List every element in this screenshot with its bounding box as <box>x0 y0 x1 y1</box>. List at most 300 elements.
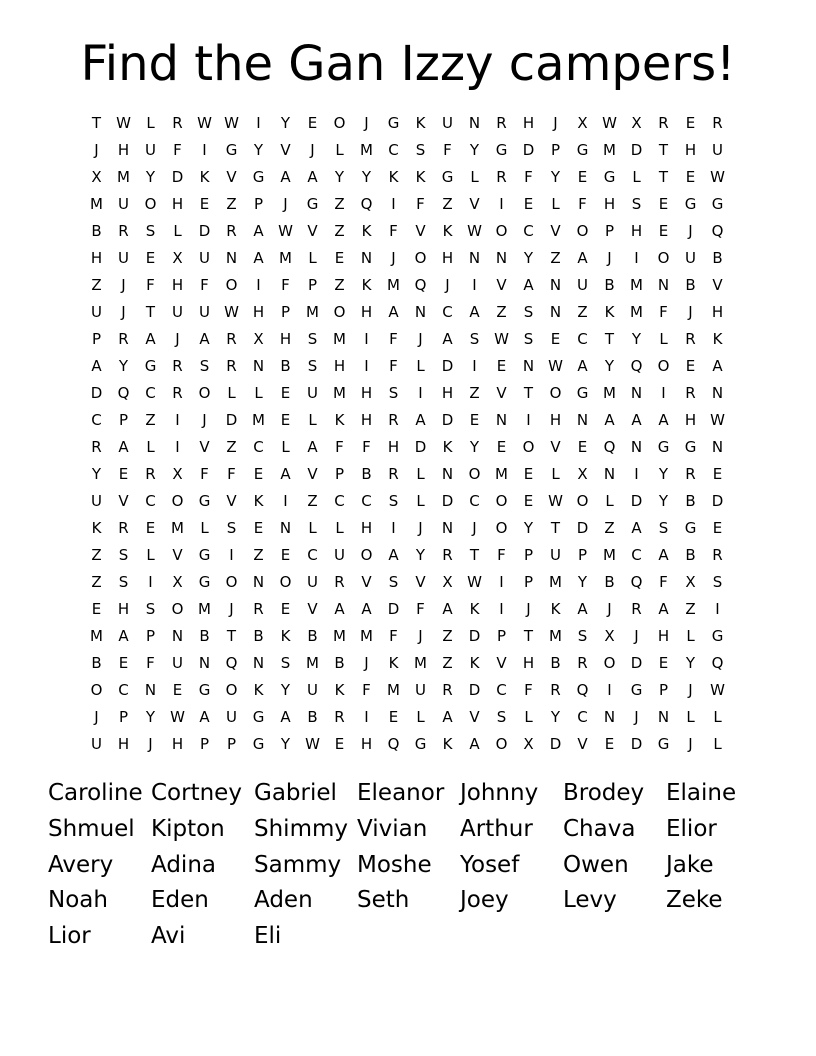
grid-letter: Z <box>334 222 345 240</box>
grid-letter: O <box>198 384 211 402</box>
grid-letter: H <box>171 276 184 294</box>
grid-letter: V <box>280 141 291 159</box>
grid-letter: E <box>604 735 615 753</box>
grid-letter: Z <box>442 654 453 672</box>
grid-letter: E <box>712 465 723 483</box>
grid-letter: L <box>713 735 722 753</box>
grid-letter: D <box>522 141 535 159</box>
grid-letter: L <box>416 465 425 483</box>
grid-letter: F <box>200 276 209 294</box>
grid-row <box>83 110 733 137</box>
grid-letter: N <box>279 519 292 537</box>
grid-letter: J <box>688 222 693 240</box>
grid-letter: S <box>496 708 507 726</box>
grid-letter: R <box>226 222 237 240</box>
grid-letter: E <box>334 735 345 753</box>
grid-letter: P <box>226 735 237 753</box>
grid-letter: A <box>577 249 588 267</box>
grid-letter: J <box>634 627 639 645</box>
grid-letter: U <box>307 681 318 699</box>
grid-letter: T <box>469 546 480 564</box>
grid-letter: H <box>603 195 616 213</box>
grid-letter: V <box>307 465 318 483</box>
grid-letter: B <box>685 276 696 294</box>
grid-letter: G <box>306 195 319 213</box>
grid-letter: A <box>388 546 399 564</box>
grid-letter: G <box>252 708 265 726</box>
grid-letter: R <box>226 330 237 348</box>
grid-letter: A <box>658 411 669 429</box>
grid-letter: S <box>388 384 399 402</box>
grid-letter: I <box>634 465 639 483</box>
grid-letter: O <box>468 465 481 483</box>
grid-letter: G <box>225 141 238 159</box>
grid-letter: F <box>389 330 398 348</box>
grid-letter: L <box>335 519 344 537</box>
grid-letter: A <box>118 438 129 456</box>
grid-letter: L <box>686 708 695 726</box>
grid-letter: K <box>334 411 345 429</box>
grid-letter: R <box>334 573 345 591</box>
grid-letter: O <box>576 222 589 240</box>
grid-letter: A <box>280 168 291 186</box>
grid-letter: U <box>442 114 453 132</box>
word-list-item: Elior <box>666 815 717 842</box>
grid-letter: V <box>361 573 372 591</box>
grid-letter: C <box>118 681 129 699</box>
grid-letter: M <box>360 141 373 159</box>
grid-letter: O <box>225 573 238 591</box>
grid-letter: P <box>307 276 318 294</box>
grid-letter: J <box>634 708 639 726</box>
grid-letter: I <box>256 114 261 132</box>
grid-letter: C <box>496 681 507 699</box>
grid-letter: Y <box>91 465 102 483</box>
grid-letter: E <box>280 384 291 402</box>
grid-letter: M <box>603 141 616 159</box>
grid-letter: O <box>90 681 103 699</box>
grid-letter: D <box>171 168 184 186</box>
grid-letter: H <box>171 735 184 753</box>
grid-letter: X <box>172 573 183 591</box>
grid-letter: P <box>523 573 534 591</box>
grid-letter: U <box>577 276 588 294</box>
grid-letter: C <box>469 492 480 510</box>
word-list-item: Owen <box>563 851 629 878</box>
grid-letter: Y <box>118 357 129 375</box>
grid-letter: T <box>91 114 102 132</box>
grid-letter: J <box>553 114 558 132</box>
word-list-item: Seth <box>357 887 410 914</box>
grid-row <box>83 461 733 488</box>
grid-letter: A <box>631 519 642 537</box>
grid-letter: U <box>91 492 102 510</box>
grid-letter: N <box>549 303 562 321</box>
grid-letter: D <box>711 492 724 510</box>
grid-letter: B <box>550 654 561 672</box>
grid-letter: Z <box>226 195 237 213</box>
word-list-item: Eli <box>254 923 282 950</box>
grid-letter: Z <box>604 519 615 537</box>
grid-letter: W <box>548 492 563 510</box>
grid-letter: M <box>387 681 400 699</box>
grid-letter: Y <box>145 708 156 726</box>
grid-letter: R <box>388 411 399 429</box>
grid-letter: W <box>278 222 293 240</box>
grid-letter: H <box>117 600 130 618</box>
grid-row <box>83 434 733 461</box>
grid-letter: I <box>499 573 504 591</box>
grid-letter: L <box>173 222 182 240</box>
grid-letter: K <box>91 519 102 537</box>
grid-letter: A <box>253 249 264 267</box>
grid-letter: I <box>283 492 288 510</box>
grid-letter: F <box>362 438 371 456</box>
grid-letter: Y <box>523 249 534 267</box>
grid-letter: P <box>658 681 669 699</box>
grid-letter: W <box>224 303 239 321</box>
grid-letter: S <box>415 141 426 159</box>
grid-letter: R <box>118 222 129 240</box>
grid-letter: N <box>711 438 724 456</box>
grid-letter: H <box>441 249 454 267</box>
grid-letter: A <box>307 168 318 186</box>
grid-letter: X <box>91 168 102 186</box>
grid-letter: X <box>172 249 183 267</box>
grid-letter: I <box>499 600 504 618</box>
grid-letter: V <box>415 222 426 240</box>
grid-letter: I <box>175 411 180 429</box>
grid-letter: Z <box>334 276 345 294</box>
grid-letter: G <box>603 168 616 186</box>
grid-letter: J <box>229 600 234 618</box>
word-list-item: Elaine <box>666 780 737 806</box>
grid-letter: X <box>577 114 588 132</box>
grid-letter: M <box>387 276 400 294</box>
grid-letter: J <box>94 141 99 159</box>
grid-letter: R <box>685 384 696 402</box>
grid-letter: B <box>91 654 102 672</box>
grid-letter: F <box>146 276 155 294</box>
grid-letter: Q <box>711 654 724 672</box>
grid-letter: E <box>496 357 507 375</box>
grid-letter: A <box>442 330 453 348</box>
grid-letter: S <box>307 330 318 348</box>
word-list-item: Caroline <box>48 780 143 806</box>
grid-letter: I <box>391 195 396 213</box>
grid-letter: F <box>389 222 398 240</box>
grid-letter: Y <box>550 708 561 726</box>
grid-letter: C <box>577 330 588 348</box>
grid-letter: U <box>118 195 129 213</box>
grid-letter: K <box>253 492 264 510</box>
grid-letter: B <box>307 627 318 645</box>
grid-letter: L <box>308 249 317 267</box>
grid-letter: D <box>414 438 427 456</box>
grid-letter: R <box>442 681 453 699</box>
grid-letter: J <box>283 195 288 213</box>
grid-letter: A <box>658 600 669 618</box>
grid-letter: N <box>576 411 589 429</box>
grid-letter: Z <box>442 195 453 213</box>
grid-letter: N <box>252 357 265 375</box>
grid-letter: L <box>146 114 155 132</box>
grid-letter: M <box>306 654 319 672</box>
grid-letter: B <box>334 654 345 672</box>
grid-letter: I <box>229 546 234 564</box>
grid-letter: D <box>90 384 103 402</box>
grid-letter: V <box>118 492 129 510</box>
grid-row <box>83 299 733 326</box>
grid-letter: L <box>470 168 479 186</box>
grid-letter: Z <box>91 573 102 591</box>
word-list-item: Vivian <box>357 815 428 842</box>
grid-letter: N <box>441 465 454 483</box>
grid-letter: P <box>118 411 129 429</box>
grid-row <box>83 326 733 353</box>
grid-letter: O <box>603 654 616 672</box>
grid-row <box>83 380 733 407</box>
grid-letter: E <box>145 519 156 537</box>
grid-letter: E <box>172 681 183 699</box>
grid-letter: D <box>387 600 400 618</box>
grid-letter: I <box>499 195 504 213</box>
grid-letter: S <box>199 357 210 375</box>
grid-letter: O <box>657 249 670 267</box>
grid-letter: U <box>307 384 318 402</box>
grid-letter: E <box>523 195 534 213</box>
grid-letter: V <box>226 492 237 510</box>
grid-letter: T <box>658 168 669 186</box>
grid-letter: D <box>198 222 211 240</box>
grid-letter: S <box>226 519 237 537</box>
grid-letter: Y <box>280 114 291 132</box>
grid-letter: H <box>522 654 535 672</box>
grid-letter: N <box>495 411 508 429</box>
grid-letter: K <box>469 600 480 618</box>
grid-letter: B <box>685 546 696 564</box>
grid-letter: A <box>442 708 453 726</box>
word-list-item: Eleanor <box>357 780 445 806</box>
grid-letter: N <box>468 114 481 132</box>
grid-letter: V <box>577 735 588 753</box>
grid-letter: A <box>253 222 264 240</box>
grid-letter: Q <box>414 276 427 294</box>
grid-letter: T <box>604 330 615 348</box>
grid-letter: Z <box>550 249 561 267</box>
grid-letter: Y <box>577 573 588 591</box>
grid-letter: E <box>280 546 291 564</box>
grid-letter: N <box>657 276 670 294</box>
grid-letter: O <box>333 303 346 321</box>
word-list-item: Brodey <box>563 780 645 806</box>
grid-row <box>83 515 733 542</box>
word-list-item: Shimmy <box>254 815 348 842</box>
grid-letter: Y <box>361 168 372 186</box>
grid-letter: J <box>175 330 180 348</box>
grid-letter: H <box>360 735 373 753</box>
word-list-item: Moshe <box>357 851 432 878</box>
grid-letter: B <box>280 357 291 375</box>
grid-letter: K <box>388 168 399 186</box>
grid-letter: W <box>710 411 725 429</box>
grid-letter: S <box>658 519 669 537</box>
grid-letter: K <box>469 654 480 672</box>
grid-letter: F <box>416 600 425 618</box>
grid-letter: F <box>389 357 398 375</box>
grid-letter: G <box>684 519 697 537</box>
grid-letter: W <box>494 330 509 348</box>
grid-letter: Q <box>360 195 373 213</box>
grid-letter: H <box>360 303 373 321</box>
grid-letter: E <box>577 168 588 186</box>
grid-letter: I <box>364 708 369 726</box>
grid-letter: U <box>334 546 345 564</box>
grid-letter: E <box>523 465 534 483</box>
grid-letter: U <box>685 249 696 267</box>
grid-letter: G <box>144 357 157 375</box>
grid-letter: E <box>523 492 534 510</box>
grid-letter: I <box>472 276 477 294</box>
grid-letter: N <box>468 249 481 267</box>
grid-letter: I <box>526 411 531 429</box>
grid-letter: X <box>685 573 696 591</box>
grid-letter: O <box>495 519 508 537</box>
grid-letter: N <box>711 384 724 402</box>
grid-letter: M <box>549 627 562 645</box>
grid-letter: G <box>495 141 508 159</box>
grid-letter: Q <box>576 681 589 699</box>
grid-letter: J <box>688 681 693 699</box>
grid-letter: G <box>252 735 265 753</box>
grid-letter: H <box>684 141 697 159</box>
grid-letter: V <box>496 654 507 672</box>
grid-letter: A <box>361 600 372 618</box>
grid-row <box>83 596 733 623</box>
grid-letter: U <box>172 303 183 321</box>
grid-letter: V <box>172 546 183 564</box>
grid-letter: L <box>524 708 533 726</box>
grid-letter: Y <box>631 330 642 348</box>
grid-letter: H <box>387 438 400 456</box>
grid-letter: G <box>576 384 589 402</box>
grid-letter: S <box>523 303 534 321</box>
grid-letter: F <box>524 168 533 186</box>
grid-letter: P <box>199 735 210 753</box>
grid-letter: R <box>550 681 561 699</box>
grid-letter: K <box>415 168 426 186</box>
grid-letter: D <box>441 492 454 510</box>
grid-letter: G <box>441 168 454 186</box>
grid-letter: H <box>279 330 292 348</box>
grid-letter: H <box>117 141 130 159</box>
grid-letter: B <box>604 276 615 294</box>
grid-letter: C <box>577 708 588 726</box>
grid-letter: H <box>549 411 562 429</box>
grid-letter: V <box>226 168 237 186</box>
grid-letter: G <box>657 438 670 456</box>
grid-letter: M <box>333 627 346 645</box>
grid-letter: V <box>307 222 318 240</box>
grid-letter: M <box>279 249 292 267</box>
grid-letter: E <box>658 222 669 240</box>
grid-letter: N <box>360 249 373 267</box>
grid-row <box>83 677 733 704</box>
grid-letter: O <box>171 600 184 618</box>
grid-letter: Q <box>387 735 400 753</box>
grid-letter: Z <box>226 438 237 456</box>
grid-letter: E <box>685 114 696 132</box>
grid-letter: A <box>604 411 615 429</box>
grid-letter: G <box>252 168 265 186</box>
grid-letter: O <box>414 249 427 267</box>
grid-row <box>83 542 733 569</box>
grid-letter: R <box>145 465 156 483</box>
grid-letter: E <box>307 114 318 132</box>
grid-letter: B <box>604 573 615 591</box>
grid-letter: L <box>200 519 209 537</box>
grid-letter: A <box>280 708 291 726</box>
grid-letter: I <box>418 384 423 402</box>
grid-letter: E <box>685 168 696 186</box>
grid-row <box>83 218 733 245</box>
grid-letter: J <box>364 114 369 132</box>
grid-letter: N <box>414 303 427 321</box>
grid-letter: E <box>199 195 210 213</box>
grid-letter: J <box>418 519 423 537</box>
grid-letter: O <box>360 546 373 564</box>
grid-letter: J <box>418 627 423 645</box>
grid-letter: Q <box>117 384 130 402</box>
grid-letter: J <box>94 708 99 726</box>
word-list-item: Adina <box>151 851 216 878</box>
grid-letter: A <box>577 600 588 618</box>
grid-letter: P <box>91 330 102 348</box>
grid-letter: L <box>605 492 614 510</box>
grid-row <box>83 731 733 758</box>
grid-letter: O <box>495 492 508 510</box>
grid-letter: R <box>388 465 399 483</box>
grid-letter: Q <box>630 573 643 591</box>
grid-letter: H <box>684 411 697 429</box>
grid-letter: O <box>225 681 238 699</box>
grid-letter: N <box>549 276 562 294</box>
grid-letter: M <box>495 465 508 483</box>
grid-row <box>83 650 733 677</box>
grid-letter: E <box>496 438 507 456</box>
grid-letter: T <box>523 384 534 402</box>
grid-letter: S <box>118 546 129 564</box>
grid-letter: N <box>441 519 454 537</box>
grid-letter: A <box>145 330 156 348</box>
grid-letter: D <box>441 411 454 429</box>
grid-letter: N <box>171 627 184 645</box>
grid-letter: Y <box>685 654 696 672</box>
grid-letter: F <box>524 681 533 699</box>
grid-letter: I <box>175 438 180 456</box>
grid-letter: R <box>685 465 696 483</box>
grid-letter: G <box>630 681 643 699</box>
grid-letter: E <box>712 519 723 537</box>
grid-letter: M <box>603 384 616 402</box>
grid-letter: U <box>307 573 318 591</box>
grid-letter: H <box>90 249 103 267</box>
grid-letter: A <box>334 600 345 618</box>
grid-letter: E <box>685 357 696 375</box>
grid-letter: F <box>362 681 371 699</box>
grid-letter: Z <box>496 303 507 321</box>
grid-letter: U <box>550 546 561 564</box>
